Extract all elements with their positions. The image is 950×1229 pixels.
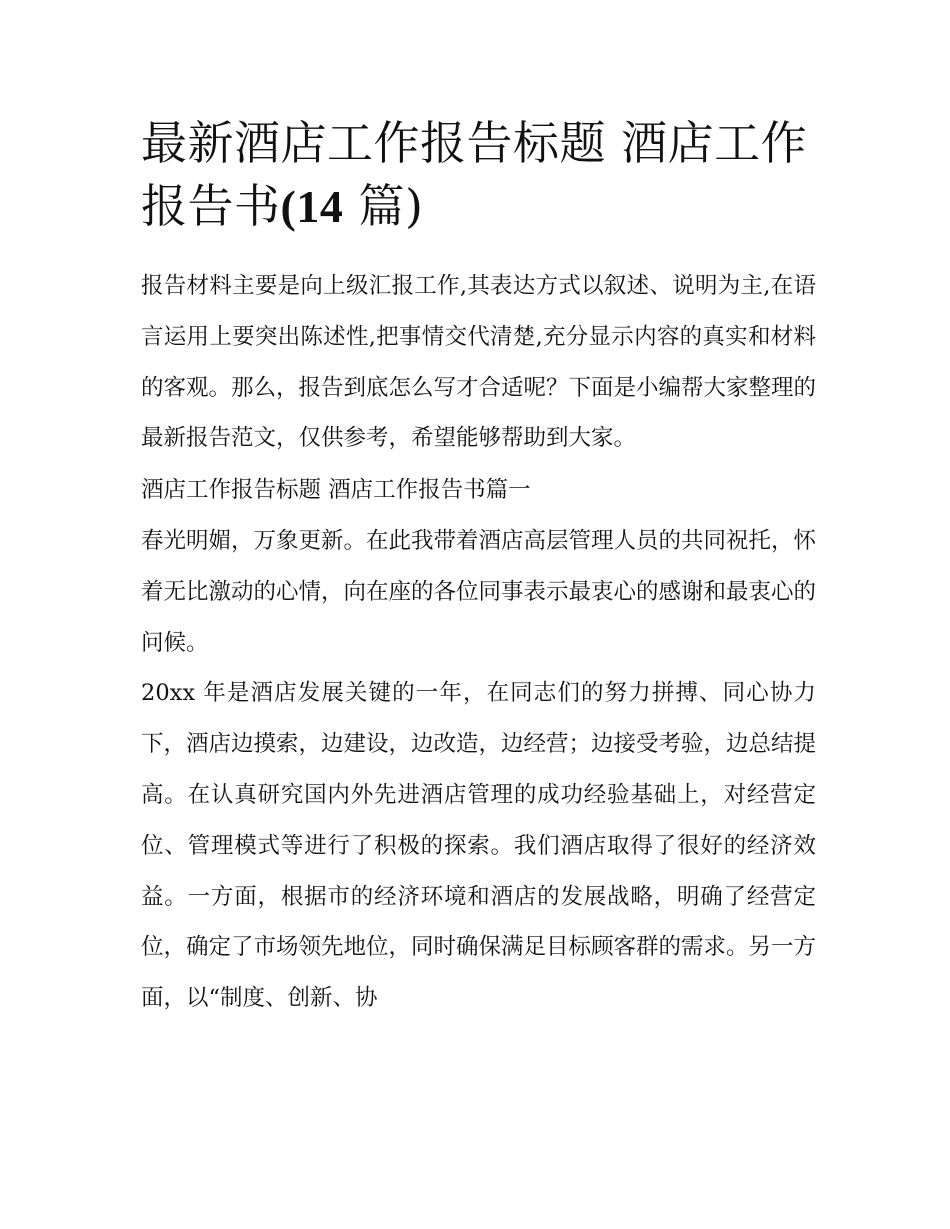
title-count: (14 <box>280 181 344 232</box>
title-count-suffix: 篇) <box>343 179 424 233</box>
body-paragraph-1: 春光明媚，万象更新。在此我带着酒店高层管理人员的共同祝托，怀着无比激动的心情，向在座的各位同事表示最衷心的感谢和最衷心的问候。 <box>141 527 817 656</box>
title-text: 最新酒店工作报告标题 酒店工作报告书 <box>141 116 808 233</box>
intro-paragraph: 报告材料主要是向上级汇报工作,其表达方式以叙述、说明为主,在语言运用上要突出陈述性,把事情交代清楚,充分显示内容的真实和材料的客观。那么，报告到底怎么写才合适呢？下面是小编帮大家整理的最新报告范文，仅供参考，希望能够帮助到大家。 <box>141 273 817 452</box>
document-page <box>141 112 816 1024</box>
document-title <box>141 112 816 238</box>
body-paragraph-2: 20xx 年是酒店发展关键的一年，在同志们的努力拼搏、同心协力下，酒店边摸索，边建设，边改造，边经营；边接受考验，边总结提高。在认真研究国内外先进酒店管理的成功经验基础上，对经营定位、管理模式等进行了积极的探索。我们酒店取得了很好的经济效益。一方面，根据市的经济环境和酒店的发展战略，明确了经营定位，确定了市场领先地位，同时确保满足目标顾客群的需求。另一方面，以“制度、创新、协 <box>141 680 817 1012</box>
section-heading: 酒店工作报告标题 酒店工作报告书篇一 <box>141 477 531 504</box>
